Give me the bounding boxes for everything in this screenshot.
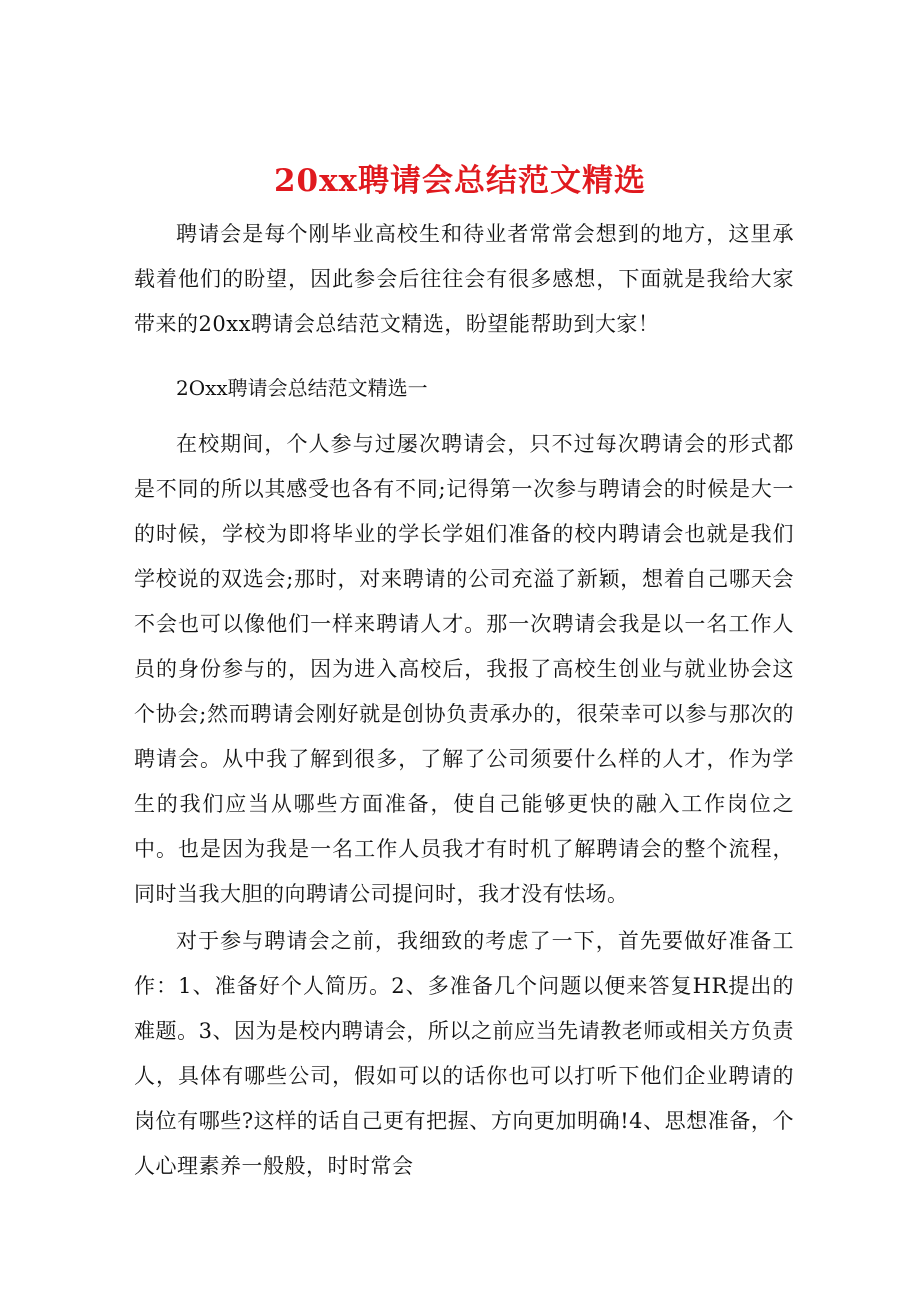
body-paragraph: 对于参与聘请会之前，我细致的考虑了一下，首先要做好准备工作：1、准备好个人简历。2、多准备几个问题以便来答复HR提出的难题。3、因为是校内聘请会，所以之前应当先请教老师或相关方负责人，具体有哪些公司，假如可以的话你也可以打听下他们企业聘请的岗位有哪些?这样的话自己更有把握、方向更加明确!4、思想准备，个人心理素养一般般，时时常会 <box>134 929 794 1178</box>
section-heading: 2Oxx聘请会总结范文精选一 <box>176 376 428 400</box>
intro-paragraph: 聘请会是每个刚毕业高校生和待业者常常会想到的地方，这里承载着他们的盼望，因此参会后往往会有很多感想，下面就是我给大家带来的20xx聘请会总结范文精选，盼望能帮助到大家！ <box>134 222 794 336</box>
document-title: 20xx聘请会总结范文精选 <box>273 162 647 199</box>
body-paragraph: 在校期间，个人参与过屡次聘请会，只不过每次聘请会的形式都是不同的所以其感受也各有不同;记得第一次参与聘请会的时候是大一的时候，学校为即将毕业的学长学姐们准备的校内聘请会也就是我们学校说的双选会;那时，对来聘请的公司充溢了新颖，想着自己哪天会不会也可以像他们一样来聘请人才。那一次聘请会我是以一名工作人员的身份参与的，因为进入高校后，我报了高校生创业与就业协会这个协会;然而聘请会刚好就是创协负责承办的，很荣幸可以参与那次的聘请会。从中我了解到很多，了解了公司须要什么样的人才，作为学生的我们应当从哪些方面准备，使自己能够更快的融入工作岗位之中。也是因为我是一名工作人员我才有时机了解聘请会的整个流程，同时当我大胆的向聘请公司提问时，我才没有怯场。 <box>134 432 794 906</box>
